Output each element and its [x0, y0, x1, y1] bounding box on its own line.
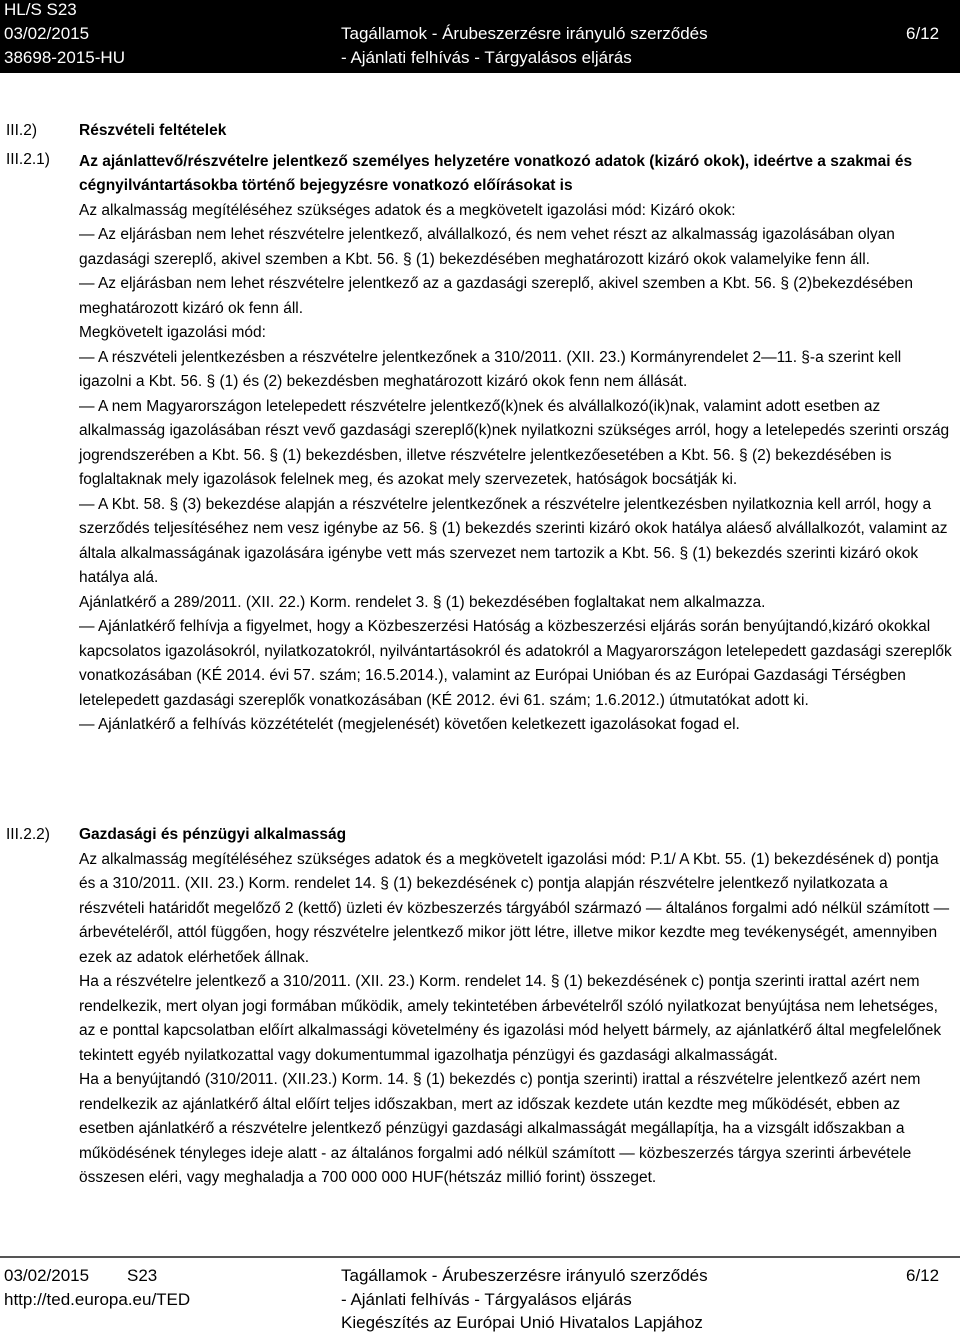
paragraph: — A nem Magyarországon letelepedett részvételre jelentkező(k)nek és alvállalkozó(ik)nak, valamint adott esetben az alkalmasság igazolásában részt vevő gazdasági szereplő(k)nek nyilatkozni szükséges arról, hogy a letelepedés szerinti ország jogrendszerében a Kbt. 56. § (1) bekezdésben, illetve részvételre jelentkezőesetében a Kbt. 56. § (2) bekezdésében is foglaltaknak mely igazolások felelnek meg, és azokat mely szervezetek, hatóságok bocsátják ki.	[79, 397, 950, 488]
header-title-line1: Tagállamok - Árubeszerzésre irányuló szerződés	[341, 24, 708, 43]
paragraph: — A Kbt. 58. § (3) bekezdése alapján a részvételre jelentkezőnek a részvételre jelentkezésben nyilatkoznia kell arról, hogy a szerződés teljesítéséhez nem vesz igénybe az 56. § (1) bekezdés szerinti kizáró okok hatálya aláeső alvállalkozót, valamint az általa alkalmasságának igazolására igénybe vett más szervezet nem tartozik a Kbt. 56. § (1) bekezdés szerinti kizáró okok hatálya alá.	[79, 495, 948, 586]
paragraph: Ha a részvételre jelentkező a 310/2011. (XII. 23.) Korm. rendelet 14. § (1) bekezdésének c) pontja szerinti irattal azért nem rendelkezik, mert olyan jogi formában működik, amely tekintetében árbevételről szóló nyilatkozat benyújtása nem lehetséges, az e ponttal kapcsolatban előírt alkalmassági követelmény és igazolási mód helyett bármely, az ajánlatkérő által megfelelőnek tekintett egyéb nyilatkozattal vagy dokumentummal igazolhatja pénzügyi és gazdasági alkalmasságát.	[79, 973, 942, 1064]
paragraph: — Ajánlatkérő a felhívás közzétételét (megjelenését) követően keletkezett igazolásokat fogad el.	[79, 716, 740, 733]
section-III22-block	[79, 823, 957, 1191]
paragraph: — Az eljárásban nem lehet részvételre jelentkező, alvállalkozó, és nem vehet részt az alkalmasság igazolásában olyan gazdasági szereplő, akivel szemben a Kbt. 56. § (1) bekezdésében meghatározott kizáró okok valamelyike fenn áll.	[79, 226, 895, 268]
paragraph: Ajánlatkérő a 289/2011. (XII. 22.) Korm. rendelet 3. § (1) bekezdésében foglaltakat nem alkalmazza.	[79, 593, 766, 611]
paragraph: Ha a benyújtandó (310/2011. (XII.23.) Korm. 14. § (1) bekezdés c) pontja szerinti) irattal a részvételre jelentkező azért nem rendelkezik az ajánlatkérő által előírt teljes időszakban, mert az időszak kezdete után kezdte meg működését, ebben az esetben ajánlatkérő a részvételre jelentkező pénzügyi gazdasági alkalmasságát megállapítja, ha a vizsgált időszakban a működésének tényleges ideje alatt - az általános forgalmi adó nélkül számított — közbeszerzés tárgya szerinti árbevétele összesen eléri, vagy meghaladja a 700 000 000 HUF(hétszáz millió forint) összeget.	[79, 1071, 921, 1186]
section-number-III21: III.2.1)	[6, 151, 50, 168]
paragraph: — A részvételi jelentkezésben a részvételre jelentkezőnek a 310/2011. (XII. 23.) Kormányrendelet 2—11. §-a szerint kell igazolni a Kbt. 56. § (1) és (2) bekezdésben meghatározott kizáró okok fenn nem állását.	[79, 348, 902, 390]
footer-divider	[0, 1256, 960, 1258]
notice-reference: 38698-2015-HU	[4, 48, 125, 67]
section-heading-III22: Gazdasági és pénzügyi alkalmasság	[79, 826, 347, 843]
footer-date: 03/02/2015	[4, 1266, 90, 1285]
paragraph: Az alkalmasság megítéléséhez szükséges adatok és a megkövetelt igazolási mód: Kizáró okok:	[79, 201, 736, 219]
paragraph: Az alkalmasság megítéléséhez szükséges adatok és a megkövetelt igazolási mód: P.1/ A Kbt. 55. (1) bekezdésének d) pontja és a 310/2011. (XII. 23.) Korm. rendelet 14. § (1) bekezdésének c) pontja alapján részvételre jelentkező nyilatkozata a részvételi határidőt megelőző 2 (kettő) üzleti év közbeszerzés tárgyából származó — általános forgalmi adó nélkül számított — árbevételéről, attól függően, hogy részvételre jelentkező mikor jött létre, illetve mikor kezdte meg tevékenységét, amennyiben ezek az adatok elérhetőek állnak.	[79, 850, 950, 966]
header-title-line2: - Ajánlati felhívás - Tárgyalásos eljárás	[341, 48, 632, 67]
paragraph: — Ajánlatkérő felhívja a figyelmet, hogy a Közbeszerzési Hatóság a közbeszerzési eljárás során benyújtandó,kizáró okokkal kapcsolatos igazolásokról, nyilatkozatokról, nyilvántartásokról és adatokról a Magyarországon letelepedett gazdasági szereplők vonatkozásában (KÉ 2014. évi 57. szám; 16.5.2014.), valamint az Európai Unióban és az Európai Gazdasági Térségben letelepedett gazdasági szereplők vonatkozásában (KÉ 2012. évi 61. szám; 1.6.2012.) útmutatókat adott ki.	[79, 618, 952, 709]
paragraph: Megkövetelt igazolási mód:	[79, 324, 266, 341]
header-date: 03/02/2015	[4, 24, 90, 43]
footer-url[interactable]: http://ted.europa.eu/TED	[4, 1290, 191, 1309]
footer-title-line1: Tagállamok - Árubeszerzésre irányuló szerződés	[341, 1266, 708, 1285]
journal-id: HL/S S23	[4, 0, 77, 19]
footer-supplement: Kiegészítés az Európai Unió Hivatalos Lapjához	[341, 1313, 703, 1332]
section-number-III22: III.2.2)	[6, 826, 50, 843]
section-heading-III2: Részvételi feltételek	[79, 122, 227, 139]
section-heading-III21: Az ajánlattevő/részvételre jelentkező személyes helyzetére vonatkozó adatok (kizáró okok), ideértve a szakmai és cégnyilvántartásokba történő bejegyzésre vonatkozó előírásokat is	[79, 152, 913, 194]
footer-page-number: 6/12	[906, 1266, 940, 1285]
section-III2-block	[79, 119, 957, 738]
header-page-number: 6/12	[906, 24, 940, 43]
footer-series: S23	[127, 1266, 158, 1285]
footer-title-line2: - Ajánlati felhívás - Tárgyalásos eljárás	[341, 1290, 632, 1309]
paragraph: — Az eljárásban nem lehet részvételre jelentkező az a gazdasági szereplő, akivel szemben a Kbt. 56. § (2)bekezdésében meghatározott kizáró ok fenn áll.	[79, 275, 914, 317]
section-number-III2: III.2)	[6, 122, 38, 139]
